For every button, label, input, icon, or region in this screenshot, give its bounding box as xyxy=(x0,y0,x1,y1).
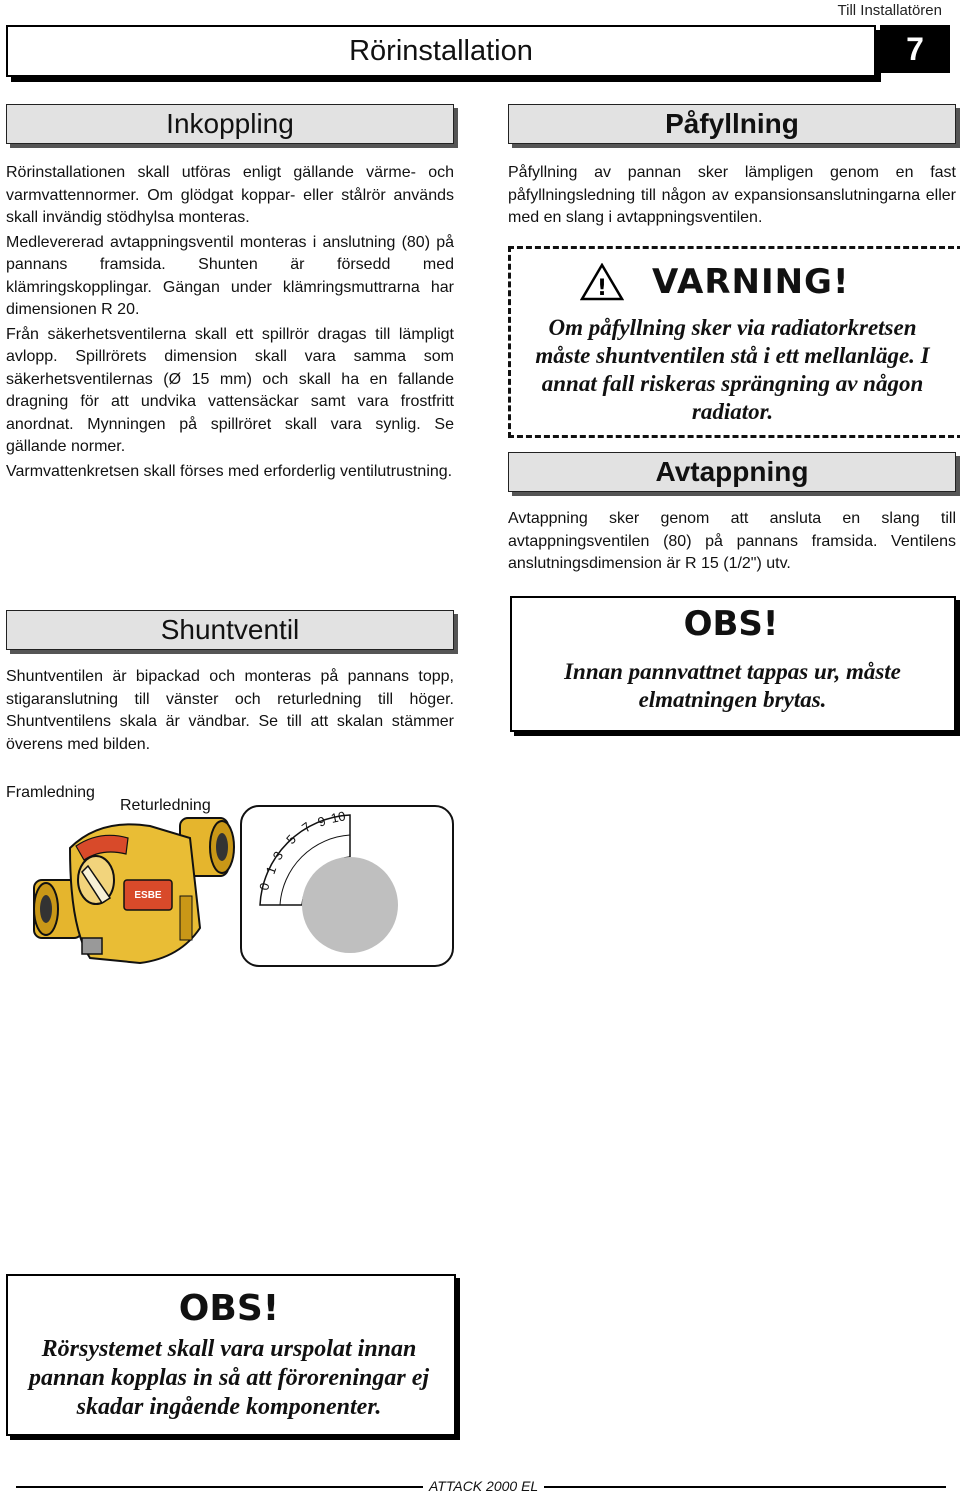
paragraph: Från säkerhetsventilerna skall ett spillrör dragas till lämpligt avlopp. Spillrörets dimension skall vara samma som säkerhetsventilernas (Ø 15 mm) och skall ha en fallande dragning för att undvika vattensäckar samt vara frostfritt anordnat. Mynningen på spillröret skall vara synlig. Se gällande normer. xyxy=(6,325,454,455)
scale-tick-10: 10 xyxy=(329,808,347,826)
page-title-bar xyxy=(6,25,876,77)
obs-text-bottom: Rörsystemet skall vara urspolat innan pannan kopplas in så att föroreningar ej skadar ingående komponenter. xyxy=(28,1336,430,1420)
svg-text:!: ! xyxy=(596,276,608,301)
paragraph: Rörinstallationen skall utföras enligt gällande värme- och varmvattennormer. Om glödgat koppar- eller stålrör används skall invändig stödhylsa monteras. xyxy=(6,164,454,226)
obs-text-right: Innan pannvattnet tappas ur, måste elmatningen brytas. xyxy=(564,659,901,712)
shuntventil-text: Shuntventilen är bipackad och monteras på pannans topp, stigaranslutning till vänster och returledning till höger. Shuntventilens skala är vändbar. Se till att skalan stämmer överens med bilden. xyxy=(6,668,454,753)
scale-tick-1: 1 xyxy=(262,864,280,877)
paragraph: Medlevererad avtappningsventil monteras i anslutning (80) på pannans framsida. Shunten är försedd med klämringskopplingar. Gängan under klämringsmuttrarna har dimensionen R 20. xyxy=(6,233,454,318)
inkoppling-text xyxy=(6,162,454,485)
obs-title-bottom: OBS! xyxy=(178,1288,280,1329)
heading-inkoppling: Inkoppling xyxy=(6,104,454,144)
warning-triangle-icon xyxy=(580,263,624,301)
obs-title-right: OBS! xyxy=(683,604,779,644)
page-number: 7 xyxy=(880,25,950,73)
heading-pafyllning: Påfyllning xyxy=(508,104,956,144)
footer-text: ATTACK 2000 EL xyxy=(423,1478,544,1494)
paragraph: Varmvattenkretsen skall förses med erforderlig ventilutrustning. xyxy=(6,462,453,480)
shunt-valve-illustration xyxy=(30,808,240,973)
header-section-label: Till Installatören xyxy=(837,2,942,19)
heading-shuntventil: Shuntventil xyxy=(6,610,454,650)
warning-text: Om påfyllning sker via radiatorkretsen måste shuntventilen stå i ett mellanläge. I annat fall riskeras sprängning av någon radiator. xyxy=(535,315,930,424)
warning-title: VARNING! xyxy=(652,262,850,302)
scale-tick-3: 3 xyxy=(269,848,287,863)
scale-tick-5: 5 xyxy=(283,831,300,848)
avtappning-text: Avtappning sker genom att ansluta en slang till avtappningsventilen (80) på pannans framsida. Ventilens anslutningsdimension är R 15 (1/2") utv. xyxy=(508,510,956,572)
valve-brand-label: ESBE xyxy=(134,890,162,901)
label-returledning: Returledning xyxy=(120,797,211,814)
heading-avtappning: Avtappning xyxy=(508,452,956,492)
page-title: Rörinstallation xyxy=(349,34,533,67)
warning-title-row xyxy=(580,262,849,302)
scale-tick-9: 9 xyxy=(315,813,328,830)
shunt-scale-plate xyxy=(240,805,455,970)
label-framledning: Framledning xyxy=(6,784,95,801)
scale-tick-7: 7 xyxy=(298,819,314,836)
scale-tick-0: 0 xyxy=(256,881,273,892)
pafyllning-text: Påfyllning av pannan sker lämpligen genom en fast påfyllningsledning till någon av expansionsanslutningarna eller med en slang i avtappningsventilen. xyxy=(508,164,956,226)
